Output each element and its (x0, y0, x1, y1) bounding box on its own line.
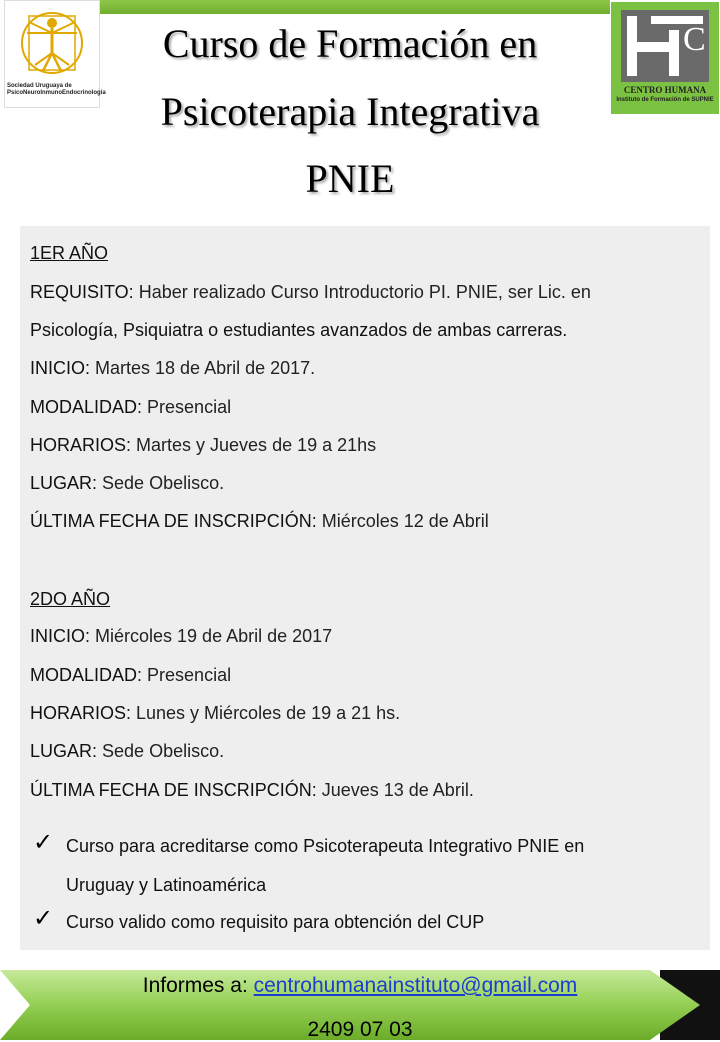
page-title-line-2: Psicoterapia Integrativa (160, 89, 540, 134)
horarios-label: HORARIOS: (30, 703, 132, 723)
inicio-label: INICIO: (30, 626, 91, 646)
vitruvian-man-icon (19, 3, 85, 83)
year2-fecha (30, 780, 474, 801)
bullet-2: Curso valido como requisito para obtención del CUP (66, 912, 485, 932)
fecha-label: ÚLTIMA FECHA DE INSCRIPCIÓN: (30, 780, 317, 800)
year1-heading: 1ER AÑO (30, 243, 109, 263)
supnie-logo (4, 0, 106, 108)
bullet-1-line-1: Curso para acreditarse como Psicoterapeuta Integrativo PNIE en (66, 836, 585, 856)
year1-requisito (30, 282, 591, 303)
hc-mark-icon (621, 10, 709, 82)
top-accent-bar (100, 0, 610, 14)
checkmark-icon: ✓ (33, 829, 54, 856)
lugar-value: Sede Obelisco. (97, 741, 225, 761)
year1-horarios (30, 435, 376, 456)
fecha-value: Jueves 13 de Abril. (316, 780, 474, 800)
modalidad-value: Presencial (142, 397, 232, 417)
lugar-value: Sede Obelisco. (97, 473, 225, 493)
page-title-line-3: PNIE (305, 156, 395, 201)
inicio-value: Miércoles 19 de Abril de 2017 (90, 626, 333, 646)
contact-banner (0, 970, 720, 1040)
year2-horarios (30, 703, 400, 724)
horarios-value: Martes y Jueves de 19 a 21hs (131, 435, 377, 455)
year2-lugar (30, 741, 224, 762)
horarios-label: HORARIOS: (30, 435, 132, 455)
svg-text:C: C (683, 21, 706, 58)
lugar-label: LUGAR: (30, 473, 98, 493)
requisito-value: Haber realizado Curso Introductorio PI. PNIE, ser Lic. en (133, 282, 591, 302)
year1-inicio (30, 358, 315, 379)
informes-label: Informes a: (142, 974, 254, 997)
modalidad-label: MODALIDAD: (30, 397, 143, 417)
horarios-value: Lunes y Miércoles de 19 a 21 hs. (131, 703, 401, 723)
centro-humana-name: CENTRO HUMANA (623, 85, 707, 95)
informes-line (0, 974, 720, 998)
year2-modalidad (30, 665, 231, 686)
year2-heading: 2DO AÑO (30, 589, 111, 609)
supnie-logo-caption: Sociedad Uruguaya de PsicoNeuroInmunoEndocrinología (7, 83, 106, 96)
modalidad-label: MODALIDAD: (30, 665, 143, 685)
phone-number: 2409 07 03 (307, 1018, 413, 1041)
fecha-label: ÚLTIMA FECHA DE INSCRIPCIÓN: (30, 511, 317, 531)
year1-requisito-cont: Psicología, Psiquiatra o estudiantes avanzados de ambas carreras. (30, 320, 568, 340)
inicio-value: Martes 18 de Abril de 2017. (90, 358, 316, 378)
bullet-1-line-2: Uruguay y Latinoamérica (66, 875, 267, 895)
modalidad-value: Presencial (142, 665, 232, 685)
centro-humana-logo (611, 2, 719, 114)
fecha-value: Miércoles 12 de Abril (316, 511, 489, 531)
inicio-label: INICIO: (30, 358, 91, 378)
page-title-line-1: Curso de Formación en (162, 21, 538, 66)
year1-modalidad (30, 397, 231, 418)
year2-inicio (30, 626, 332, 647)
centro-humana-subtitle: Instituto de Formación de SUPNIE (616, 97, 714, 103)
email-link[interactable]: centrohumanainstituto@gmail.com (253, 974, 578, 997)
year1-fecha (30, 511, 489, 532)
requisito-label: REQUISITO: (30, 282, 134, 302)
checkmark-icon: ✓ (33, 905, 54, 932)
year1-lugar (30, 473, 224, 494)
lugar-label: LUGAR: (30, 741, 98, 761)
